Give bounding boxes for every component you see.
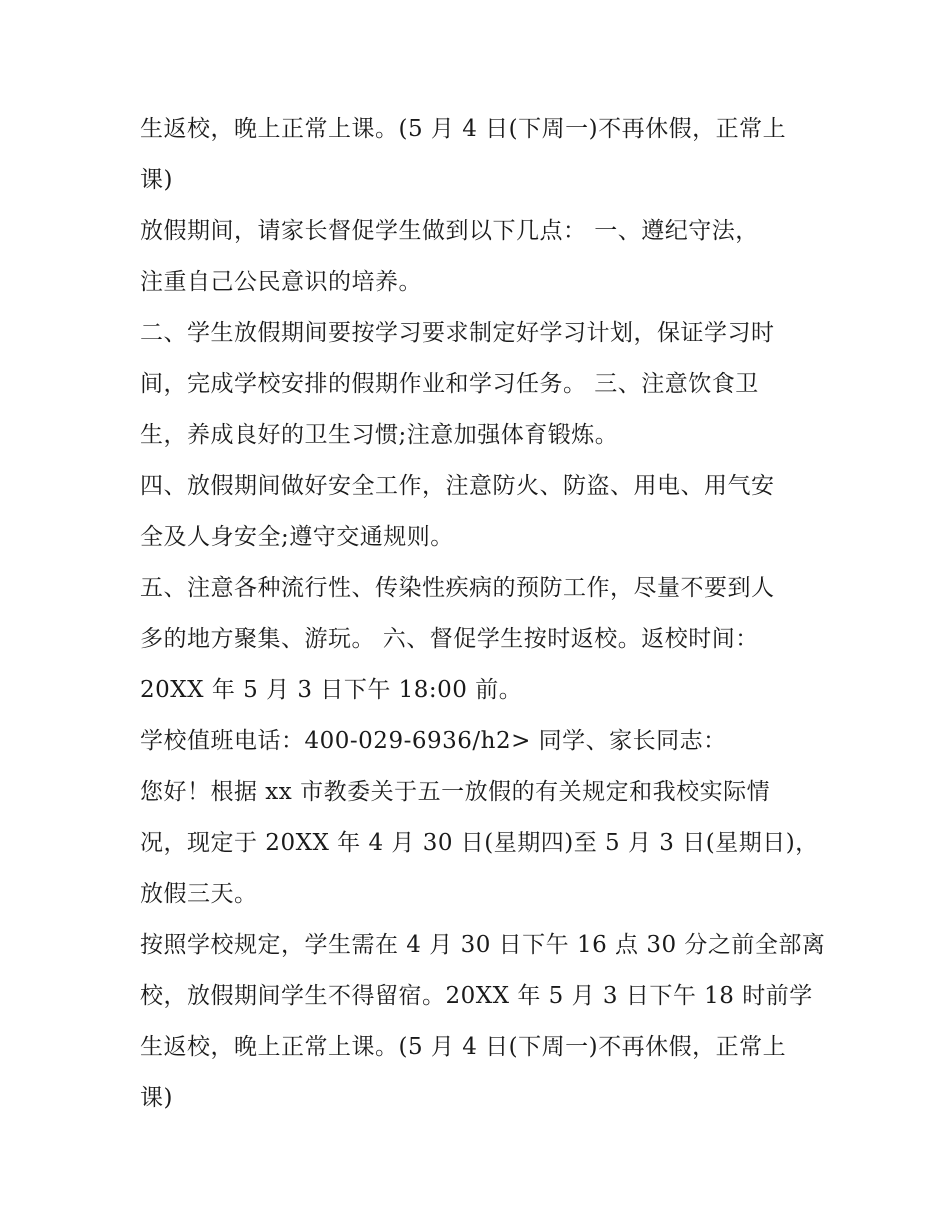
text-line: 多的地方聚集、游玩。 六、督促学生按时返校。返校时间： [140,626,759,652]
text-line: 注重自己公民意识的培养。 [140,269,422,295]
text-line: 生返校，晚上正常上课。(5 月 4 日(下周一)不再休假，正常上 [140,1034,787,1060]
text-line: 放假期间，请家长督促学生做到以下几点： 一、遵纪守法， [140,218,759,244]
text-line: 况，现定于 20XX 年 4 月 30 日(星期四)至 5 月 3 日(星期日)， [140,830,819,856]
text-line: 间，完成学校安排的假期作业和学习任务。 三、注意饮食卫 [140,371,759,397]
text-line: 按照学校规定，学生需在 4 月 30 日下午 16 点 30 分之前全部离 [140,932,826,958]
text-line: 您好！根据 xx 市教委关于五一放假的有关规定和我校实际情 [140,779,771,805]
text-line: 校，放假期间学生不得留宿。20XX 年 5 月 3 日下午 18 时前学 [140,983,813,1009]
text-line: 二、学生放假期间要按学习要求制定好学习计划，保证学习时 [140,320,775,346]
text-line: 五、注意各种流行性、传染性疾病的预防工作，尽量不要到人 [140,575,775,601]
text-line: 四、放假期间做好安全工作，注意防火、防盗、用电、用气安 [140,473,775,499]
text-line: 全及人身安全;遵守交通规则。 [140,524,454,550]
text-line: 学校值班电话：400-029-6936/h2> 同学、家长同志： [140,728,727,754]
text-line: 课) [140,167,173,193]
text-line: 20XX 年 5 月 3 日下午 18:00 前。 [140,677,523,703]
text-line: 生，养成良好的卫生习惯;注意加强体育锻炼。 [140,422,619,448]
text-line: 放假三天。 [140,881,258,907]
document-body [140,104,826,1124]
text-line: 生返校，晚上正常上课。(5 月 4 日(下周一)不再休假，正常上 [140,116,787,142]
text-line: 课) [140,1085,173,1111]
